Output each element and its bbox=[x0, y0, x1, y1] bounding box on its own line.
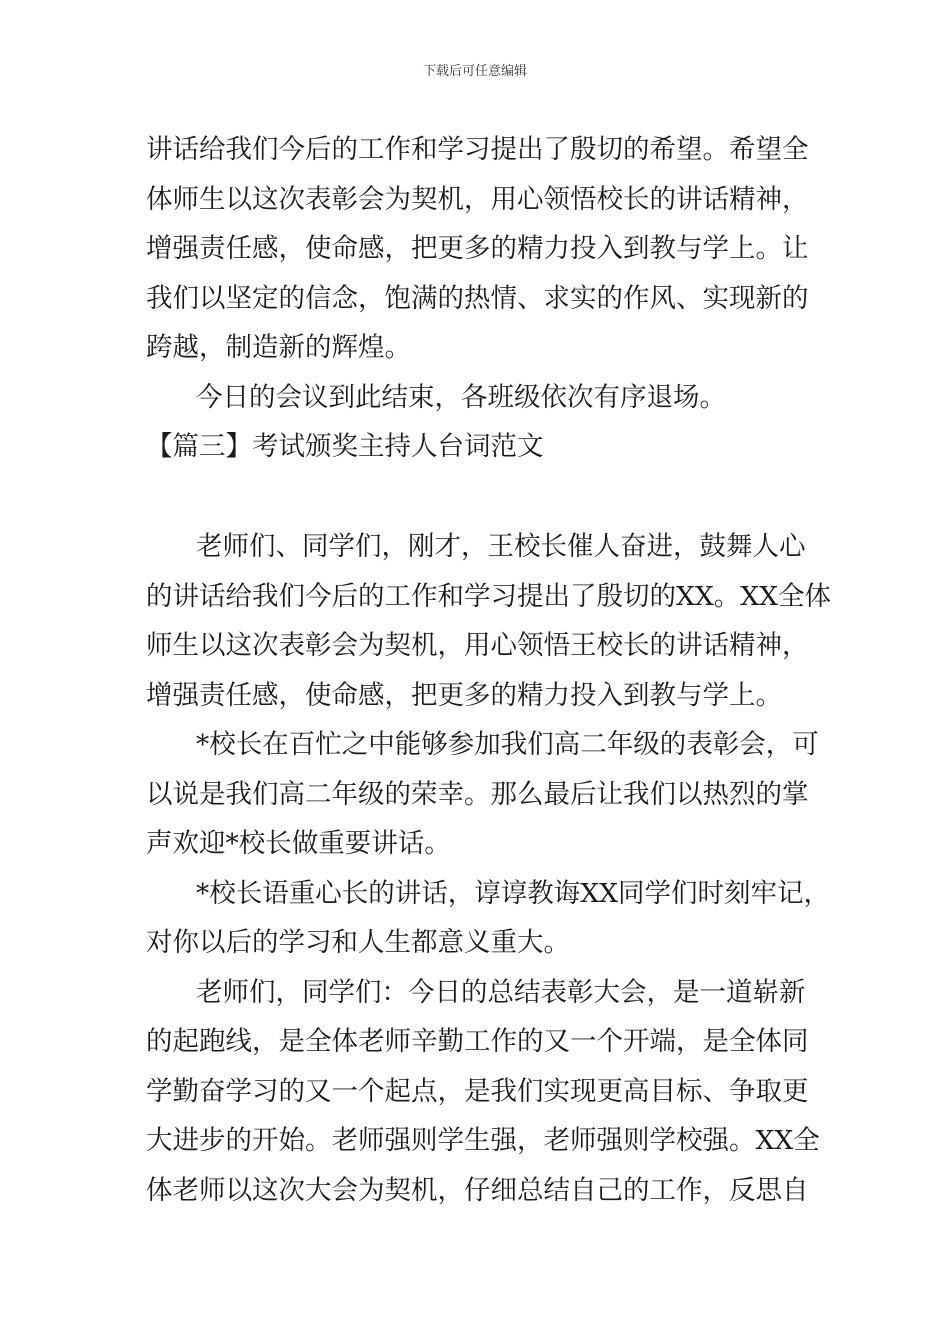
paragraph-line: 的讲话给我们今后的工作和学习提出了殷切的XX。XX全体 bbox=[146, 581, 831, 612]
paragraph-line: 体老师以这次大会为契机，仔细总结自己的工作，反思自 bbox=[146, 1175, 809, 1206]
paragraph-line: 学勤奋学习的又一个起点，是我们实现更高目标、争取更 bbox=[146, 1076, 809, 1107]
paragraph-line: 对你以后的学习和人生都意义重大。 bbox=[146, 927, 570, 958]
paragraph-line: 师生以这次表彰会为契机，用心领悟王校长的讲话精神， bbox=[146, 630, 809, 661]
paragraph-line: 讲话给我们今后的工作和学习提出了殷切的希望。希望全 bbox=[146, 134, 809, 165]
paragraph-line: 老师们，同学们：今日的总结表彰大会，是一道崭新 bbox=[196, 977, 806, 1008]
section-heading: 【篇三】考试颁奖主持人台词范文 bbox=[146, 431, 544, 462]
paragraph-line: 的起跑线，是全体老师辛勤工作的又一个开端，是全体同 bbox=[146, 1026, 809, 1057]
paragraph-line: 大进步的开始。老师强则学生强，老师强则学校强。XX全 bbox=[146, 1125, 820, 1156]
paragraph-line: *校长在百忙之中能够参加我们高二年级的表彰会，可 bbox=[196, 729, 819, 760]
page-header: 下载后可任意编辑 bbox=[422, 64, 527, 79]
paragraph-line: 体师生以这次表彰会为契机，用心领悟校长的讲话精神， bbox=[146, 184, 809, 215]
paragraph-line: 今日的会议到此结束，各班级依次有序退场。 bbox=[196, 382, 726, 413]
paragraph-line: 声欢迎*校长做重要讲话。 bbox=[146, 828, 451, 859]
paragraph-line: 增强责任感，使命感，把更多的精力投入到教与学上。让 bbox=[146, 233, 809, 264]
paragraph-line: 我们以坚定的信念，饱满的热情、求实的作风、实现新的 bbox=[146, 283, 809, 314]
paragraph-line: 增强责任感，使命感，把更多的精力投入到教与学上。 bbox=[146, 680, 782, 711]
paragraph-line: 跨越，制造新的辉煌。 bbox=[146, 332, 411, 363]
paragraph-line: 以说是我们高二年级的荣幸。那么最后让我们以热烈的掌 bbox=[146, 779, 809, 810]
paragraph-line: 老师们、同学们，刚才，王校长催人奋进，鼓舞人心 bbox=[196, 531, 806, 562]
paragraph-line: *校长语重心长的讲话，谆谆教诲XX同学们时刻牢记， bbox=[196, 878, 830, 909]
